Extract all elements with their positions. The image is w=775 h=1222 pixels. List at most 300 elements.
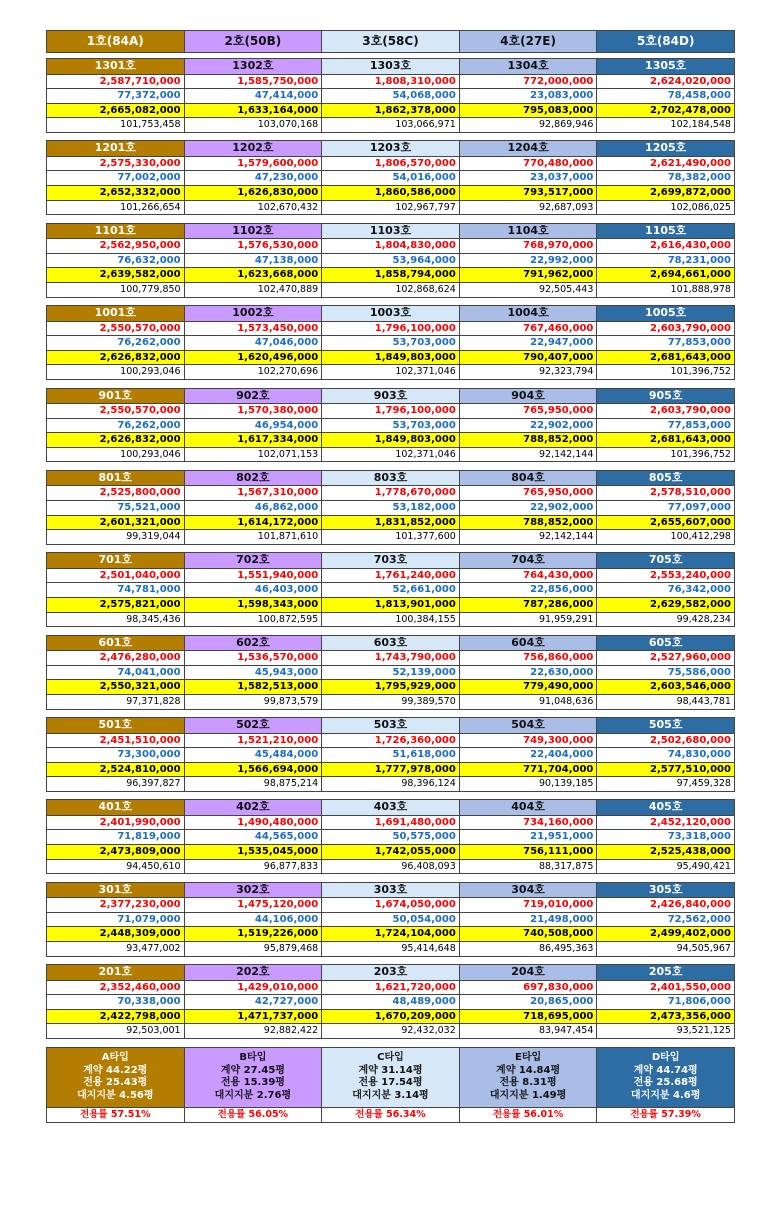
sale-price-cell: 1,691,480,000 — [322, 815, 460, 830]
unit-number-row — [47, 553, 735, 569]
price-per-pyeong-cell: 100,293,046 — [47, 447, 185, 462]
vat-amount-cell: 22,404,000 — [459, 748, 597, 763]
sale-price-cell: 1,475,120,000 — [184, 898, 322, 913]
price-per-pyeong-cell: 101,377,600 — [322, 530, 460, 545]
sale-price-cell: 767,460,000 — [459, 321, 597, 336]
price-per-pyeong-cell: 100,384,155 — [322, 612, 460, 627]
price-per-pyeong-cell: 102,670,432 — [184, 200, 322, 215]
sale-price-cell: 2,578,510,000 — [597, 486, 735, 501]
unit-number-cell: 504호 — [459, 718, 597, 734]
unit-number-row — [47, 800, 735, 816]
vat-amount-cell: 44,106,000 — [184, 912, 322, 927]
price-per-pyeong-cell: 101,396,752 — [597, 447, 735, 462]
vat-amount-cell: 53,182,000 — [322, 500, 460, 515]
price-per-pyeong-cell: 95,414,648 — [322, 942, 460, 957]
vat-amount-cell: 75,521,000 — [47, 500, 185, 515]
price-per-pyeong-cell: 91,959,291 — [459, 612, 597, 627]
vat-amount-cell: 23,083,000 — [459, 89, 597, 104]
total-price-cell: 2,422,798,000 — [47, 1009, 185, 1024]
total-price-cell: 2,626,832,000 — [47, 350, 185, 365]
total-price-cell: 1,626,830,000 — [184, 186, 322, 201]
spacer — [47, 462, 735, 471]
total-price-cell: 790,407,000 — [459, 350, 597, 365]
total-price-cell: 756,111,000 — [459, 845, 597, 860]
summary-exclusive: 전용 25.68평 — [633, 1077, 698, 1088]
total-price-row — [47, 186, 735, 201]
unit-number-cell: 1304호 — [459, 59, 597, 75]
price-per-pyeong-cell: 92,505,443 — [459, 283, 597, 298]
total-price-cell: 1,858,794,000 — [322, 268, 460, 283]
unit-number-cell: 1202호 — [184, 141, 322, 157]
total-price-cell: 2,681,643,000 — [597, 350, 735, 365]
total-price-cell: 1,813,901,000 — [322, 597, 460, 612]
vat-amount-cell: 74,830,000 — [597, 748, 735, 763]
price-per-pyeong-cell: 98,443,781 — [597, 694, 735, 709]
price-per-pyeong-row — [47, 612, 735, 627]
unit-number-cell: 902호 — [184, 388, 322, 404]
vat-amount-cell: 75,586,000 — [597, 665, 735, 680]
sale-price-cell: 1,621,720,000 — [322, 980, 460, 995]
sale-price-cell: 719,010,000 — [459, 898, 597, 913]
sale-price-row — [47, 815, 735, 830]
type-summary-row — [47, 1047, 735, 1107]
summary-type: B타입 — [239, 1052, 267, 1063]
vat-amount-row — [47, 665, 735, 680]
unit-number-cell: 1002호 — [184, 306, 322, 322]
vat-amount-cell: 54,016,000 — [322, 171, 460, 186]
price-per-pyeong-cell: 92,869,946 — [459, 118, 597, 133]
vat-amount-cell: 22,947,000 — [459, 336, 597, 351]
summary-type: A타입 — [101, 1052, 129, 1063]
floor-gap — [47, 297, 735, 306]
summary-land: 대지지분 3.14평 — [352, 1089, 429, 1101]
unit-number-cell: 901호 — [47, 388, 185, 404]
vat-amount-cell: 77,853,000 — [597, 418, 735, 433]
price-per-pyeong-cell: 102,371,046 — [322, 447, 460, 462]
price-per-pyeong-cell: 101,266,654 — [47, 200, 185, 215]
sale-price-cell: 1,808,310,000 — [322, 74, 460, 89]
spacer — [47, 297, 735, 306]
unit-number-cell: 705호 — [597, 553, 735, 569]
unit-number-cell: 201호 — [47, 965, 185, 981]
price-per-pyeong-cell: 96,877,833 — [184, 859, 322, 874]
sale-price-cell: 1,536,570,000 — [184, 651, 322, 666]
vat-amount-cell: 42,727,000 — [184, 995, 322, 1010]
sale-price-row — [47, 651, 735, 666]
total-price-row — [47, 597, 735, 612]
price-per-pyeong-row — [47, 365, 735, 380]
summary-type: E타입 — [515, 1052, 542, 1063]
price-per-pyeong-cell: 102,967,797 — [322, 200, 460, 215]
total-price-cell: 1,633,164,000 — [184, 103, 322, 118]
vat-amount-row — [47, 748, 735, 763]
total-price-cell: 2,448,309,000 — [47, 927, 185, 942]
type-summary-cell — [322, 1047, 460, 1107]
total-price-cell: 2,639,582,000 — [47, 268, 185, 283]
spacer — [47, 709, 735, 718]
floor-gap — [47, 791, 735, 800]
vat-amount-cell: 22,630,000 — [459, 665, 597, 680]
summary-contract: 계약 44.74평 — [633, 1064, 698, 1076]
price-per-pyeong-row — [47, 859, 735, 874]
unit-number-cell: 805호 — [597, 470, 735, 486]
vat-amount-cell: 52,139,000 — [322, 665, 460, 680]
sale-price-cell: 734,160,000 — [459, 815, 597, 830]
unit-number-cell: 703호 — [322, 553, 460, 569]
vat-amount-cell: 22,902,000 — [459, 500, 597, 515]
price-per-pyeong-cell: 92,687,093 — [459, 200, 597, 215]
summary-land: 대지지분 4.6평 — [630, 1089, 701, 1101]
exclusive-ratio-cell: 전용률 57.51% — [47, 1107, 185, 1122]
sale-price-cell: 2,525,800,000 — [47, 486, 185, 501]
price-per-pyeong-cell: 92,882,422 — [184, 1024, 322, 1039]
vat-amount-cell: 47,138,000 — [184, 253, 322, 268]
unit-number-cell: 601호 — [47, 635, 185, 651]
vat-amount-cell: 21,498,000 — [459, 912, 597, 927]
sale-price-cell: 2,550,570,000 — [47, 404, 185, 419]
price-per-pyeong-cell: 102,086,025 — [597, 200, 735, 215]
floor-gap — [47, 215, 735, 224]
total-price-row — [47, 350, 735, 365]
total-price-cell: 2,524,810,000 — [47, 762, 185, 777]
price-per-pyeong-cell: 100,872,595 — [184, 612, 322, 627]
price-per-pyeong-cell: 86,495,363 — [459, 942, 597, 957]
total-price-cell: 791,962,000 — [459, 268, 597, 283]
vat-amount-row — [47, 995, 735, 1010]
total-price-cell: 1,742,055,000 — [322, 845, 460, 860]
type-summary-cell — [459, 1047, 597, 1107]
unit-number-cell: 605호 — [597, 635, 735, 651]
vat-amount-cell: 46,403,000 — [184, 583, 322, 598]
sale-price-row — [47, 980, 735, 995]
unit-number-cell: 501호 — [47, 718, 185, 734]
total-price-row — [47, 515, 735, 530]
unit-number-cell: 604호 — [459, 635, 597, 651]
vat-amount-cell: 76,262,000 — [47, 336, 185, 351]
sale-price-cell: 1,726,360,000 — [322, 733, 460, 748]
sale-price-cell: 749,300,000 — [459, 733, 597, 748]
floor-gap — [47, 380, 735, 389]
price-per-pyeong-cell: 97,371,828 — [47, 694, 185, 709]
unit-number-cell: 1001호 — [47, 306, 185, 322]
sale-price-cell: 1,573,450,000 — [184, 321, 322, 336]
floor-gap — [47, 544, 735, 553]
vat-amount-cell: 50,575,000 — [322, 830, 460, 845]
floor-gap — [47, 874, 735, 883]
unit-number-cell: 1302호 — [184, 59, 322, 75]
vat-amount-cell: 44,565,000 — [184, 830, 322, 845]
price-per-pyeong-cell: 83,947,454 — [459, 1024, 597, 1039]
vat-amount-cell: 76,342,000 — [597, 583, 735, 598]
spacer — [47, 791, 735, 800]
total-price-cell: 787,286,000 — [459, 597, 597, 612]
vat-amount-cell: 71,079,000 — [47, 912, 185, 927]
total-price-cell: 779,490,000 — [459, 680, 597, 695]
unit-number-cell: 1103호 — [322, 223, 460, 239]
floor-gap — [47, 132, 735, 141]
column-header-4: 4호(27E) — [459, 31, 597, 53]
type-summary-cell — [184, 1047, 322, 1107]
unit-number-cell: 602호 — [184, 635, 322, 651]
price-per-pyeong-cell: 98,345,436 — [47, 612, 185, 627]
unit-number-cell: 1303호 — [322, 59, 460, 75]
total-price-cell: 795,083,000 — [459, 103, 597, 118]
unit-number-cell: 1205호 — [597, 141, 735, 157]
unit-number-cell: 403호 — [322, 800, 460, 816]
column-header-3: 3호(58C) — [322, 31, 460, 53]
price-table — [46, 30, 735, 1123]
unit-number-row — [47, 306, 735, 322]
vat-amount-cell: 74,781,000 — [47, 583, 185, 598]
total-price-cell: 788,852,000 — [459, 515, 597, 530]
vat-amount-cell: 53,703,000 — [322, 418, 460, 433]
vat-amount-cell: 77,002,000 — [47, 171, 185, 186]
summary-exclusive: 전용 15.39평 — [220, 1077, 285, 1088]
unit-number-cell: 802호 — [184, 470, 322, 486]
price-per-pyeong-cell: 96,397,827 — [47, 777, 185, 792]
total-price-row — [47, 433, 735, 448]
sale-price-cell: 2,621,490,000 — [597, 156, 735, 171]
unit-number-cell: 804호 — [459, 470, 597, 486]
sale-price-cell: 1,521,210,000 — [184, 733, 322, 748]
floor-gap — [47, 462, 735, 471]
vat-amount-cell: 71,819,000 — [47, 830, 185, 845]
total-price-row — [47, 927, 735, 942]
price-per-pyeong-row — [47, 777, 735, 792]
sale-price-cell: 1,796,100,000 — [322, 321, 460, 336]
vat-amount-cell: 78,231,000 — [597, 253, 735, 268]
vat-amount-cell: 70,338,000 — [47, 995, 185, 1010]
unit-number-row — [47, 141, 735, 157]
total-price-cell: 2,694,661,000 — [597, 268, 735, 283]
price-per-pyeong-cell: 92,503,001 — [47, 1024, 185, 1039]
sale-price-cell: 764,430,000 — [459, 568, 597, 583]
price-per-pyeong-cell: 95,879,468 — [184, 942, 322, 957]
summary-exclusive: 전용 25.43평 — [83, 1077, 148, 1088]
price-per-pyeong-row — [47, 530, 735, 545]
unit-number-cell: 305호 — [597, 882, 735, 898]
unit-number-cell: 203호 — [322, 965, 460, 981]
price-per-pyeong-cell: 92,323,794 — [459, 365, 597, 380]
total-price-cell: 2,525,438,000 — [597, 845, 735, 860]
unit-number-cell: 1101호 — [47, 223, 185, 239]
total-price-row — [47, 103, 735, 118]
price-per-pyeong-cell: 102,470,889 — [184, 283, 322, 298]
price-per-pyeong-cell: 102,071,153 — [184, 447, 322, 462]
vat-amount-cell: 47,046,000 — [184, 336, 322, 351]
total-price-cell: 718,695,000 — [459, 1009, 597, 1024]
spacer — [47, 627, 735, 636]
total-price-cell: 2,499,402,000 — [597, 927, 735, 942]
vat-amount-cell: 78,382,000 — [597, 171, 735, 186]
unit-number-cell: 1003호 — [322, 306, 460, 322]
price-per-pyeong-cell: 91,048,636 — [459, 694, 597, 709]
sale-price-row — [47, 898, 735, 913]
price-per-pyeong-cell: 101,753,458 — [47, 118, 185, 133]
sale-price-cell: 765,950,000 — [459, 404, 597, 419]
price-per-pyeong-cell: 94,450,610 — [47, 859, 185, 874]
sale-price-cell: 1,570,380,000 — [184, 404, 322, 419]
vat-amount-cell: 72,562,000 — [597, 912, 735, 927]
unit-number-cell: 503호 — [322, 718, 460, 734]
vat-amount-cell: 77,372,000 — [47, 89, 185, 104]
sale-price-row — [47, 321, 735, 336]
total-price-cell: 2,473,356,000 — [597, 1009, 735, 1024]
sale-price-cell: 1,490,480,000 — [184, 815, 322, 830]
total-price-cell: 1,777,978,000 — [322, 762, 460, 777]
spacer — [47, 874, 735, 883]
price-per-pyeong-cell: 103,070,168 — [184, 118, 322, 133]
sale-price-cell: 1,429,010,000 — [184, 980, 322, 995]
sale-price-cell: 1,761,240,000 — [322, 568, 460, 583]
vat-amount-row — [47, 830, 735, 845]
summary-land: 대지지분 4.56평 — [77, 1089, 154, 1101]
total-price-cell: 1,614,172,000 — [184, 515, 322, 530]
sale-price-cell: 2,562,950,000 — [47, 239, 185, 254]
price-per-pyeong-cell: 99,389,570 — [322, 694, 460, 709]
vat-amount-cell: 23,037,000 — [459, 171, 597, 186]
vat-amount-cell: 45,484,000 — [184, 748, 322, 763]
sale-price-cell: 1,567,310,000 — [184, 486, 322, 501]
sale-price-cell: 1,579,600,000 — [184, 156, 322, 171]
unit-number-cell: 304호 — [459, 882, 597, 898]
price-per-pyeong-cell: 88,317,875 — [459, 859, 597, 874]
spacer — [47, 544, 735, 553]
vat-amount-cell: 48,489,000 — [322, 995, 460, 1010]
sale-price-cell: 2,587,710,000 — [47, 74, 185, 89]
spacer — [47, 1039, 735, 1048]
total-price-cell: 2,655,607,000 — [597, 515, 735, 530]
floor-gap — [47, 1039, 735, 1048]
summary-exclusive: 전용 8.31평 — [499, 1077, 557, 1088]
sale-price-cell: 770,480,000 — [459, 156, 597, 171]
sale-price-cell: 1,576,530,000 — [184, 239, 322, 254]
sale-price-cell: 2,553,240,000 — [597, 568, 735, 583]
total-price-row — [47, 1009, 735, 1024]
price-per-pyeong-cell: 92,142,144 — [459, 530, 597, 545]
unit-number-cell: 1201호 — [47, 141, 185, 157]
sale-price-row — [47, 239, 735, 254]
sale-price-row — [47, 486, 735, 501]
unit-number-cell: 904호 — [459, 388, 597, 404]
price-per-pyeong-row — [47, 694, 735, 709]
price-per-pyeong-cell: 100,779,850 — [47, 283, 185, 298]
unit-number-row — [47, 718, 735, 734]
vat-amount-cell: 76,632,000 — [47, 253, 185, 268]
vat-amount-cell: 46,862,000 — [184, 500, 322, 515]
price-per-pyeong-cell: 100,293,046 — [47, 365, 185, 380]
vat-amount-cell: 46,954,000 — [184, 418, 322, 433]
sale-price-row — [47, 74, 735, 89]
sale-price-cell: 2,603,790,000 — [597, 404, 735, 419]
price-sheet — [46, 30, 734, 1123]
unit-number-cell: 204호 — [459, 965, 597, 981]
vat-amount-row — [47, 336, 735, 351]
unit-number-row — [47, 882, 735, 898]
sale-price-cell: 2,377,230,000 — [47, 898, 185, 913]
price-per-pyeong-cell: 92,142,144 — [459, 447, 597, 462]
total-price-cell: 1,620,496,000 — [184, 350, 322, 365]
column-header-5: 5호(84D) — [597, 31, 735, 53]
floor-gap — [47, 709, 735, 718]
vat-amount-row — [47, 89, 735, 104]
total-price-cell: 2,575,821,000 — [47, 597, 185, 612]
unit-number-row — [47, 470, 735, 486]
sale-price-cell: 2,527,960,000 — [597, 651, 735, 666]
total-price-cell: 740,508,000 — [459, 927, 597, 942]
total-price-row — [47, 762, 735, 777]
vat-amount-row — [47, 171, 735, 186]
summary-type: C타입 — [377, 1052, 404, 1063]
unit-number-row — [47, 635, 735, 651]
unit-number-cell: 702호 — [184, 553, 322, 569]
type-summary-cell — [47, 1047, 185, 1107]
total-price-row — [47, 680, 735, 695]
vat-amount-row — [47, 500, 735, 515]
price-per-pyeong-cell: 93,521,125 — [597, 1024, 735, 1039]
summary-contract: 계약 31.14평 — [358, 1064, 423, 1076]
floor-gap — [47, 627, 735, 636]
total-price-cell: 793,517,000 — [459, 186, 597, 201]
price-per-pyeong-cell: 90,139,185 — [459, 777, 597, 792]
price-per-pyeong-cell: 95,490,421 — [597, 859, 735, 874]
vat-amount-row — [47, 418, 735, 433]
sale-price-row — [47, 404, 735, 419]
sale-price-cell: 1,804,830,000 — [322, 239, 460, 254]
vat-amount-cell: 22,856,000 — [459, 583, 597, 598]
total-price-cell: 2,626,832,000 — [47, 433, 185, 448]
vat-amount-row — [47, 583, 735, 598]
summary-land: 대지지분 1.49평 — [489, 1089, 567, 1101]
unit-number-cell: 803호 — [322, 470, 460, 486]
total-price-cell: 1,566,694,000 — [184, 762, 322, 777]
total-price-cell: 1,849,803,000 — [322, 433, 460, 448]
price-per-pyeong-cell: 100,412,298 — [597, 530, 735, 545]
exclusive-ratio-cell: 전용률 56.34% — [322, 1107, 460, 1122]
total-price-cell: 1,471,737,000 — [184, 1009, 322, 1024]
vat-amount-cell: 21,951,000 — [459, 830, 597, 845]
total-price-cell: 1,831,852,000 — [322, 515, 460, 530]
total-price-cell: 2,665,082,000 — [47, 103, 185, 118]
total-price-cell: 1,849,803,000 — [322, 350, 460, 365]
sale-price-cell: 2,451,510,000 — [47, 733, 185, 748]
unit-number-cell: 1305호 — [597, 59, 735, 75]
price-per-pyeong-cell: 93,477,002 — [47, 942, 185, 957]
total-price-cell: 2,702,478,000 — [597, 103, 735, 118]
unit-number-cell: 701호 — [47, 553, 185, 569]
column-header-2: 2호(50B) — [184, 31, 322, 53]
exclusive-ratio-cell: 전용률 57.39% — [597, 1107, 735, 1122]
unit-number-cell: 801호 — [47, 470, 185, 486]
price-per-pyeong-row — [47, 942, 735, 957]
vat-amount-cell: 47,414,000 — [184, 89, 322, 104]
sale-price-row — [47, 733, 735, 748]
sale-price-cell: 697,830,000 — [459, 980, 597, 995]
total-price-cell: 2,699,872,000 — [597, 186, 735, 201]
vat-amount-cell: 53,703,000 — [322, 336, 460, 351]
sale-price-cell: 2,426,840,000 — [597, 898, 735, 913]
summary-contract: 계약 14.84평 — [496, 1064, 561, 1076]
unit-number-cell: 1004호 — [459, 306, 597, 322]
vat-amount-cell: 51,618,000 — [322, 748, 460, 763]
price-per-pyeong-cell: 99,319,044 — [47, 530, 185, 545]
floor-gap — [47, 956, 735, 965]
type-summary-cell — [597, 1047, 735, 1107]
total-price-cell: 2,652,332,000 — [47, 186, 185, 201]
unit-number-cell: 905호 — [597, 388, 735, 404]
unit-number-cell: 302호 — [184, 882, 322, 898]
unit-number-cell: 1203호 — [322, 141, 460, 157]
